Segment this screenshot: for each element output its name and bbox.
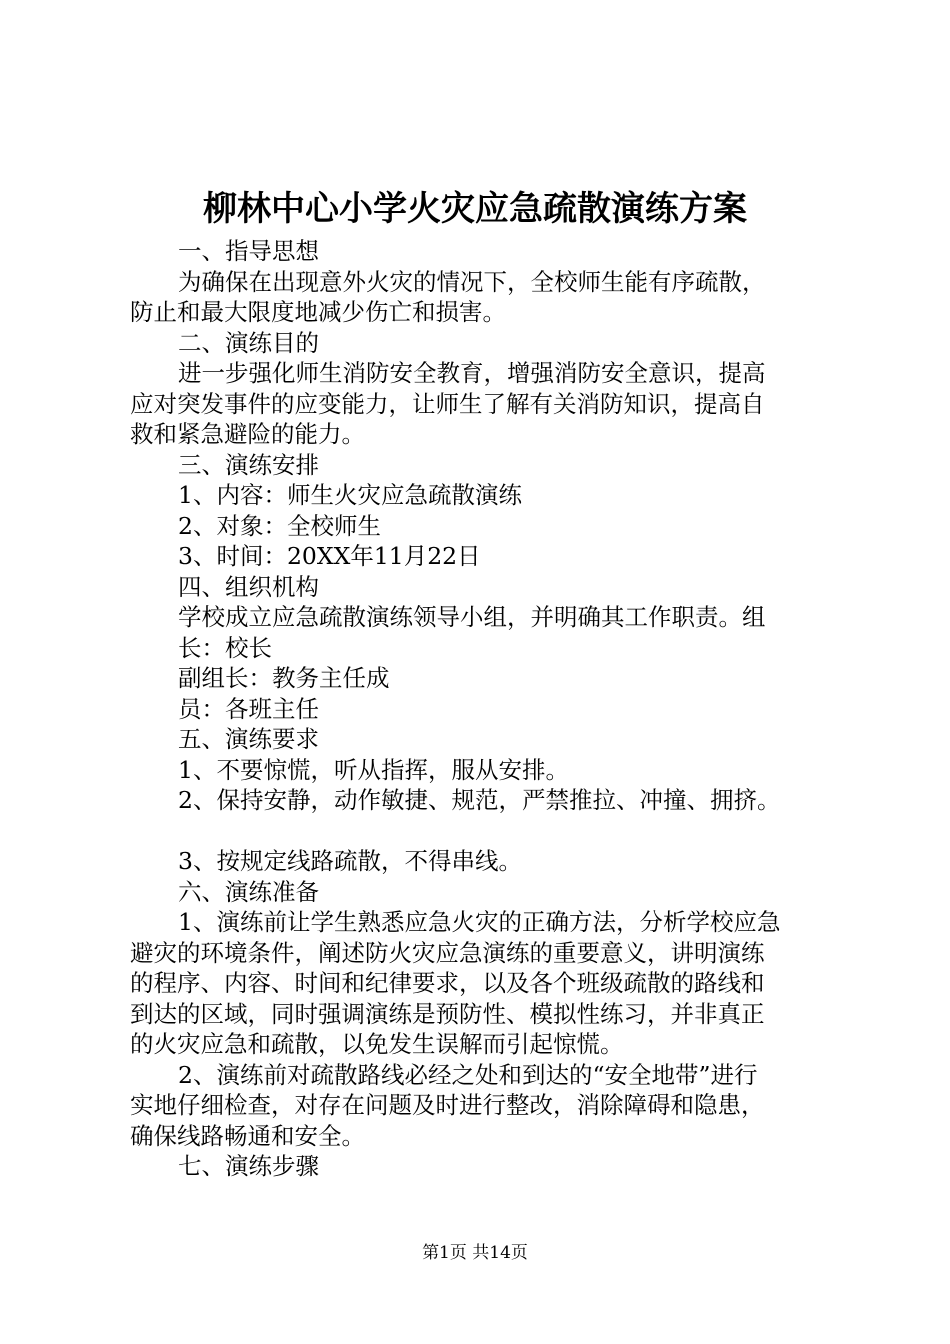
paragraph-line: 救和紧急避险的能力。 — [130, 420, 365, 448]
paragraph-line: 员：各班主任 — [178, 694, 319, 723]
paragraph-line: 长：校长 — [178, 633, 272, 662]
list-item: 1、不要惊慌，听从指挥，服从安排。 — [178, 755, 569, 784]
paragraph-line: 2、演练前对疏散路线必经之处和到达的“安全地带”进行 — [178, 1060, 758, 1089]
document-title: 柳林中心小学火灾应急疏散演练方案 — [203, 189, 747, 229]
list-item: 2、保持安静，动作敏捷、规范，严禁推拉、冲撞、拥挤。 — [178, 786, 781, 814]
section-heading-drill-preparation: 六、演练准备 — [178, 877, 319, 906]
page-footer: 第1页 共14页 — [422, 1243, 528, 1263]
list-item: 1、内容：师生火灾应急疏散演练 — [178, 481, 522, 509]
paragraph-line: 的程序、内容、时间和纪律要求，以及各个班级疏散的路线和 — [130, 969, 765, 997]
paragraph-line: 1、演练前让学生熟悉应急火灾的正确方法，分析学校应急 — [178, 908, 781, 936]
section-heading-drill-arrangement: 三、演练安排 — [178, 450, 319, 479]
paragraph-line: 防止和最大限度地减少伤亡和损害。 — [130, 298, 506, 326]
section-heading-drill-steps: 七、演练步骤 — [178, 1152, 319, 1180]
document-body — [130, 236, 832, 1182]
section-heading-drill-purpose: 二、演练目的 — [178, 328, 319, 357]
paragraph-line: 到达的区域，同时强调演练是预防性、模拟性练习，并非真正 — [130, 999, 765, 1028]
section-heading-drill-requirements: 五、演练要求 — [178, 725, 319, 753]
paragraph-line: 为确保在出现意外火灾的情况下，全校师生能有序疏散， — [178, 267, 766, 296]
paragraph-line: 确保线路畅通和安全。 — [130, 1121, 365, 1150]
list-item: 3、按规定线路疏散，不得串线。 — [178, 847, 522, 875]
section-heading-organization: 四、组织机构 — [178, 572, 319, 601]
paragraph-line: 进一步强化师生消防安全教育，增强消防安全意识，提高 — [178, 359, 766, 387]
paragraph-line: 学校成立应急疏散演练领导小组，并明确其工作职责。组 — [178, 603, 766, 631]
paragraph-line: 避灾的环境条件，阐述防火灾应急演练的重要意义，讲明演练 — [130, 938, 765, 967]
paragraph-line: 应对突发事件的应变能力，让师生了解有关消防知识，提高自 — [130, 389, 765, 418]
paragraph-line: 实地仔细检查，对存在问题及时进行整改，消除障碍和隐患， — [130, 1091, 765, 1119]
list-item: 3、时间：20XX年11月22日 — [178, 542, 481, 570]
paragraph-line: 的火灾应急和疏散，以免发生误解而引起惊慌。 — [130, 1030, 624, 1058]
paragraph-line: 副组长：教务主任成 — [178, 664, 390, 692]
list-item: 2、对象：全校师生 — [178, 511, 381, 540]
blank-line — [130, 816, 832, 847]
section-heading-guiding-ideology: 一、指导思想 — [178, 237, 319, 265]
